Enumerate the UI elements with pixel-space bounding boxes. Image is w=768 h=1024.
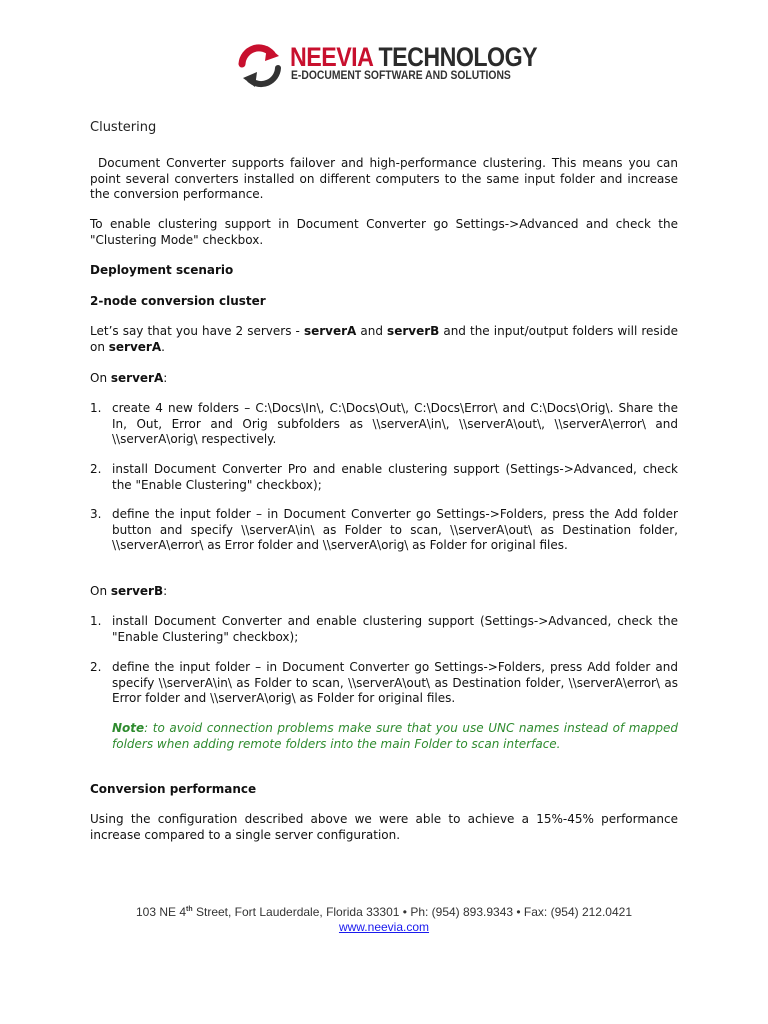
list-item: 1. create 4 new folders – C:\Docs\In\, C:\Docs\Out\, C:\Docs\Error\ and C:\Docs\Orig\. Share the In, Out, Error and Orig subfolders as \\serverA\in\, \\serverA\out\, \\serverA\error\ and \\serverA\orig\ respectively. [90, 401, 678, 446]
neevia-logo [238, 44, 538, 88]
cluster-heading: 2-node conversion cluster [90, 294, 266, 308]
list-item: 3. define the input folder – in Document Converter go Settings->Folders, press the Add folder button and specify \\serverA\in\ as Folder to scan, \\serverA\out\ as Destination folder, \\serverA\error\ as Error folder and \\serverA\orig\ as Folder for original files. [90, 507, 678, 552]
note-text: Note: to avoid connection problems make sure that you use UNC names instead of mapped folders when adding remote folders into the main Folder to scan interface. [112, 721, 678, 751]
performance-paragraph: Using the configuration described above we were able to achieve a 15%-45% performance increase compared to a single server configuration. [90, 812, 678, 842]
footer-link-row [0, 920, 768, 934]
list-item: 2. install Document Converter Pro and enable clustering support (Settings->Advanced, check the "Enable Clustering" checkbox); [90, 462, 678, 492]
list-item: 2. define the input folder – in Document Converter go Settings->Folders, press Add folder and specify \\serverA\in\ as Folder to scan, \\serverA\out\ as Destination folder, \\serverA\error\ as Error folder and \\serverA\orig\ as Folder for original files. [90, 660, 678, 705]
server-b-label: On serverB: [90, 584, 168, 598]
performance-heading: Conversion performance [90, 782, 257, 796]
website-link[interactable]: www.neevia.com [338, 920, 430, 934]
scenario-paragraph: Let’s say that you have 2 servers - serverA and serverB and the input/output folders will reside on serverA. [90, 324, 678, 354]
list-item: 1. install Document Converter and enable clustering support (Settings->Advanced, check the "Enable Clustering" checkbox); [90, 614, 678, 644]
page-title: Clustering [90, 120, 157, 135]
footer-address: 103 NE 4th Street, Fort Lauderdale, Florida 33301 • Ph: (954) 893.9343 • Fax: (954) 212.0421 [136, 905, 632, 919]
server-a-label: On serverA: [90, 371, 168, 385]
neevia-arrows-icon [238, 44, 284, 88]
logo-tagline: E-DOCUMENT SOFTWARE AND SOLUTIONS [291, 70, 511, 82]
clustering-paragraph: To enable clustering support in Document Converter go Settings->Advanced and check the "Clustering Mode" checkbox. [90, 217, 678, 247]
deployment-heading: Deployment scenario [90, 263, 234, 277]
logo-title: NEEVIA TECHNOLOGY [290, 42, 538, 72]
intro-paragraph: Document Converter supports failover and high-performance clustering. This means you can point several converters installed on different computers to the same input folder and increase the conversion performance. [90, 156, 678, 201]
